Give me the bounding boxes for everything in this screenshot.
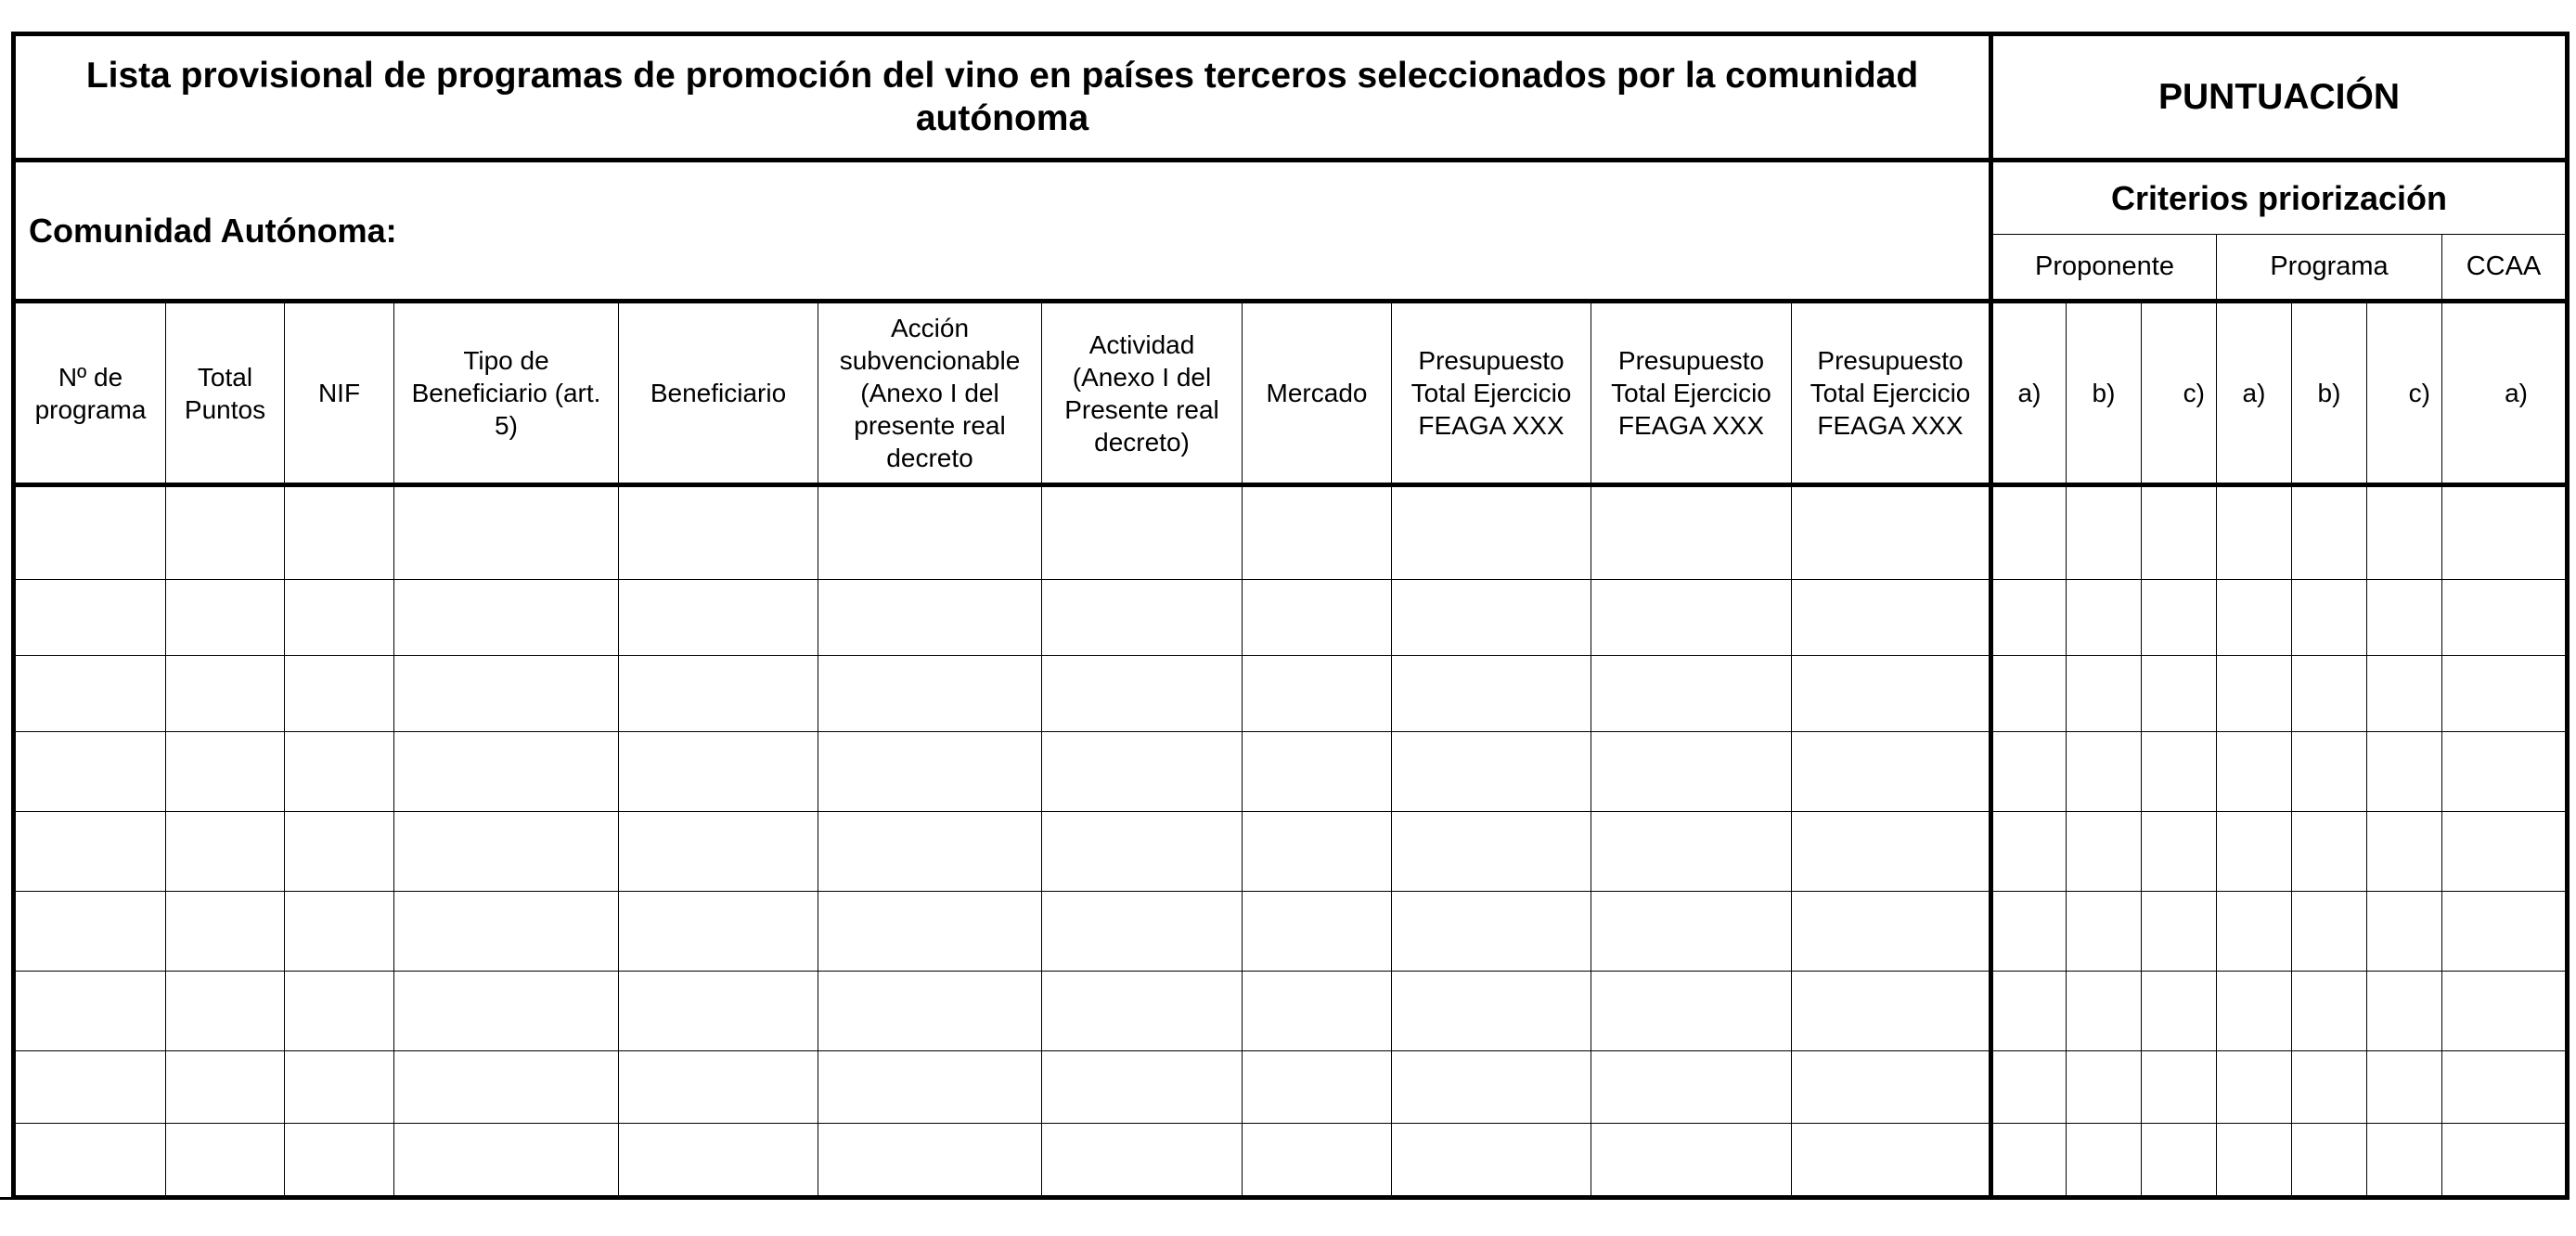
table-cell[interactable] (14, 972, 166, 1051)
table-cell[interactable] (2217, 892, 2292, 972)
table-cell[interactable] (14, 580, 166, 656)
table-cell[interactable] (2067, 732, 2142, 812)
table-cell[interactable] (1591, 485, 1792, 580)
criteria-header: Criterios priorización (1991, 161, 2568, 235)
table-cell[interactable] (166, 892, 285, 972)
score-header: PUNTUACIÓN (1991, 34, 2568, 161)
table-cell[interactable] (1792, 1124, 1991, 1198)
table-cell[interactable] (394, 812, 619, 892)
table-cell[interactable] (1243, 485, 1392, 580)
table-cell[interactable] (1042, 580, 1243, 656)
table-cell[interactable] (394, 1124, 619, 1198)
table-row (14, 812, 2568, 892)
col-header-market: Mercado (1243, 302, 1392, 485)
col-header-proponente-c: c) (2142, 302, 2217, 485)
criteria-group-programa: Programa (2217, 235, 2442, 302)
table-cell[interactable] (2292, 485, 2367, 580)
table-cell[interactable] (818, 1124, 1042, 1198)
table-cell[interactable] (2142, 812, 2217, 892)
col-header-proponente-b: b) (2067, 302, 2142, 485)
table-cell[interactable] (2142, 892, 2217, 972)
table-cell[interactable] (818, 812, 1042, 892)
table-cell[interactable] (2217, 972, 2292, 1051)
table-cell[interactable] (2442, 972, 2568, 1051)
table-cell[interactable] (2442, 812, 2568, 892)
table-cell[interactable] (1243, 972, 1392, 1051)
criteria-group-proponente: Proponente (1991, 235, 2217, 302)
table-cell[interactable] (2367, 732, 2442, 812)
table-cell[interactable] (166, 485, 285, 580)
table-cell[interactable] (1243, 732, 1392, 812)
table-cell[interactable] (1792, 892, 1991, 972)
table-cell[interactable] (619, 580, 818, 656)
table-row (14, 1051, 2568, 1124)
table-cell[interactable] (1991, 656, 2067, 732)
table-row (14, 732, 2568, 812)
table-cell[interactable] (14, 812, 166, 892)
table-cell[interactable] (2442, 656, 2568, 732)
autonomous-community-label: Comunidad Autónoma: (14, 161, 1991, 302)
table-cell[interactable] (2067, 485, 2142, 580)
table-cell[interactable] (1243, 1051, 1392, 1124)
table-cell[interactable] (1991, 972, 2067, 1051)
table-cell[interactable] (2142, 656, 2217, 732)
table-cell[interactable] (166, 1051, 285, 1124)
table-cell[interactable] (1392, 812, 1591, 892)
table-cell[interactable] (1792, 485, 1991, 580)
table-cell[interactable] (2442, 580, 2568, 656)
table-cell[interactable] (285, 656, 394, 732)
table-cell[interactable] (1042, 972, 1243, 1051)
table-cell[interactable] (394, 732, 619, 812)
table-cell[interactable] (2367, 972, 2442, 1051)
table-cell[interactable] (2367, 812, 2442, 892)
table-cell[interactable] (2292, 580, 2367, 656)
table-cell[interactable] (285, 485, 394, 580)
table-cell[interactable] (1991, 812, 2067, 892)
col-header-budget-2: Presupuesto Total Ejercicio FEAGA XXX (1591, 302, 1792, 485)
table-cell[interactable] (2442, 485, 2568, 580)
table-cell[interactable] (1792, 732, 1991, 812)
table-cell[interactable] (2217, 1051, 2292, 1124)
table-cell[interactable] (2292, 1124, 2367, 1198)
table-cell[interactable] (2217, 580, 2292, 656)
table-cell[interactable] (2367, 892, 2442, 972)
table-cell[interactable] (818, 892, 1042, 972)
table-cell[interactable] (166, 732, 285, 812)
table-cell[interactable] (1392, 1051, 1591, 1124)
table-cell[interactable] (14, 732, 166, 812)
table-cell[interactable] (1792, 580, 1991, 656)
table-cell[interactable] (2142, 485, 2217, 580)
table-cell[interactable] (166, 580, 285, 656)
table-cell[interactable] (1591, 1051, 1792, 1124)
table-cell[interactable] (1042, 1051, 1243, 1124)
table-cell[interactable] (2142, 1051, 2217, 1124)
table-cell[interactable] (2292, 1051, 2367, 1124)
table-cell[interactable] (1792, 972, 1991, 1051)
table-cell[interactable] (818, 656, 1042, 732)
table-cell[interactable] (2067, 1051, 2142, 1124)
table-cell[interactable] (1042, 892, 1243, 972)
table-cell[interactable] (2292, 732, 2367, 812)
table-cell[interactable] (14, 892, 166, 972)
table-cell[interactable] (285, 1124, 394, 1198)
table-cell[interactable] (818, 1051, 1042, 1124)
table-cell[interactable] (1991, 892, 2067, 972)
table-cell[interactable] (1392, 972, 1591, 1051)
table-cell[interactable] (1792, 1051, 1991, 1124)
table-cell[interactable] (2142, 1124, 2217, 1198)
table-cell[interactable] (394, 892, 619, 972)
table-cell[interactable] (2442, 1124, 2568, 1198)
table-cell[interactable] (1243, 812, 1392, 892)
table-cell[interactable] (1591, 972, 1792, 1051)
table-cell[interactable] (619, 972, 818, 1051)
table-cell[interactable] (2217, 485, 2292, 580)
table-cell[interactable] (2142, 732, 2217, 812)
table-cell[interactable] (1392, 656, 1591, 732)
table-cell[interactable] (619, 732, 818, 812)
col-header-program-number: Nº de programa (14, 302, 166, 485)
table-cell[interactable] (1392, 580, 1591, 656)
bottom-rule (0, 1197, 2381, 1200)
table-cell[interactable] (2292, 972, 2367, 1051)
table-row (14, 1124, 2568, 1198)
col-header-budget-3: Presupuesto Total Ejercicio FEAGA XXX (1792, 302, 1991, 485)
table-row (14, 580, 2568, 656)
table-cell[interactable] (619, 656, 818, 732)
table-cell[interactable] (619, 812, 818, 892)
table-cell[interactable] (394, 485, 619, 580)
col-header-nif: NIF (285, 302, 394, 485)
table-cell[interactable] (285, 972, 394, 1051)
table-cell[interactable] (2067, 812, 2142, 892)
table-cell[interactable] (818, 485, 1042, 580)
table-cell[interactable] (818, 732, 1042, 812)
table-cell[interactable] (394, 1051, 619, 1124)
table-cell[interactable] (394, 972, 619, 1051)
table-cell[interactable] (2292, 656, 2367, 732)
table-cell[interactable] (619, 892, 818, 972)
table-cell[interactable] (1392, 485, 1591, 580)
col-header-programa-a: a) (2217, 302, 2292, 485)
col-header-programa-b: b) (2292, 302, 2367, 485)
table-cell[interactable] (1591, 732, 1792, 812)
table-cell[interactable] (2217, 656, 2292, 732)
table-cell[interactable] (2067, 580, 2142, 656)
col-header-proponente-a: a) (1991, 302, 2067, 485)
table-cell[interactable] (394, 656, 619, 732)
table-cell[interactable] (14, 1051, 166, 1124)
table-row (14, 892, 2568, 972)
criteria-group-ccaa: CCAA (2442, 235, 2568, 302)
table-cell[interactable] (394, 580, 619, 656)
table-cell[interactable] (1042, 656, 1243, 732)
col-header-beneficiary: Beneficiario (619, 302, 818, 485)
table-cell[interactable] (166, 1124, 285, 1198)
table-cell[interactable] (2217, 732, 2292, 812)
table-cell[interactable] (2067, 892, 2142, 972)
table-cell[interactable] (1243, 656, 1392, 732)
table-cell[interactable] (1792, 656, 1991, 732)
table-cell[interactable] (2367, 1124, 2442, 1198)
table-cell[interactable] (2367, 1051, 2442, 1124)
table-row (14, 656, 2568, 732)
table-cell[interactable] (619, 485, 818, 580)
table-cell[interactable] (1991, 1124, 2067, 1198)
document-title: Lista provisional de programas de promoción del vino en países terceros seleccionados por la comunidad autónoma (14, 34, 1991, 161)
table-cell[interactable] (1243, 580, 1392, 656)
table-cell[interactable] (1042, 732, 1243, 812)
table-cell[interactable] (2442, 1051, 2568, 1124)
table-cell[interactable] (2367, 485, 2442, 580)
table-cell[interactable] (166, 812, 285, 892)
table-cell[interactable] (166, 972, 285, 1051)
col-header-activity: Actividad (Anexo I del Presente real decreto) (1042, 302, 1243, 485)
table-cell[interactable] (285, 892, 394, 972)
col-header-beneficiary-type: Tipo de Beneficiario (art. 5) (394, 302, 619, 485)
table-cell[interactable] (14, 1124, 166, 1198)
col-header-subsidizable-action: Acción subvencionable (Anexo I del presente real decreto (818, 302, 1042, 485)
table-cell[interactable] (1991, 732, 2067, 812)
table-cell[interactable] (1392, 1124, 1591, 1198)
table-cell[interactable] (1243, 892, 1392, 972)
table-cell[interactable] (1392, 892, 1591, 972)
table-cell[interactable] (818, 580, 1042, 656)
table-cell[interactable] (1991, 580, 2067, 656)
table-cell[interactable] (2142, 972, 2217, 1051)
table-row (14, 485, 2568, 580)
table-cell[interactable] (2367, 656, 2442, 732)
table-cell[interactable] (2067, 1124, 2142, 1198)
table-cell[interactable] (2067, 656, 2142, 732)
col-header-total-points: Total Puntos (166, 302, 285, 485)
table-cell[interactable] (285, 732, 394, 812)
col-header-programa-c: c) (2367, 302, 2442, 485)
table-cell[interactable] (2292, 892, 2367, 972)
table-cell[interactable] (2067, 972, 2142, 1051)
table-cell[interactable] (2292, 812, 2367, 892)
table-cell[interactable] (2442, 732, 2568, 812)
table-cell[interactable] (2367, 580, 2442, 656)
table-cell[interactable] (1243, 1124, 1392, 1198)
table-cell[interactable] (166, 656, 285, 732)
table-cell[interactable] (14, 656, 166, 732)
table-cell[interactable] (285, 580, 394, 656)
table-cell[interactable] (1991, 1051, 2067, 1124)
table-cell[interactable] (1591, 656, 1792, 732)
table-cell[interactable] (619, 1051, 818, 1124)
table-cell[interactable] (2217, 1124, 2292, 1198)
table-cell[interactable] (285, 812, 394, 892)
col-header-ccaa-a: a) (2442, 302, 2568, 485)
table-cell[interactable] (1042, 485, 1243, 580)
table-cell[interactable] (1591, 812, 1792, 892)
provisional-program-list-table (11, 32, 2570, 1200)
table-cell[interactable] (2442, 892, 2568, 972)
table-cell[interactable] (2142, 580, 2217, 656)
table-row (14, 972, 2568, 1051)
table-cell[interactable] (1991, 485, 2067, 580)
table-cell[interactable] (1392, 732, 1591, 812)
table-cell[interactable] (1042, 1124, 1243, 1198)
table-cell[interactable] (2217, 812, 2292, 892)
table-cell[interactable] (818, 972, 1042, 1051)
table-cell[interactable] (285, 1051, 394, 1124)
table-cell[interactable] (619, 1124, 818, 1198)
table-cell[interactable] (1591, 580, 1792, 656)
table-cell[interactable] (1591, 1124, 1792, 1198)
col-header-budget-1: Presupuesto Total Ejercicio FEAGA XXX (1392, 302, 1591, 485)
table-cell[interactable] (1042, 812, 1243, 892)
table-cell[interactable] (1591, 892, 1792, 972)
table-cell[interactable] (14, 485, 166, 580)
table-cell[interactable] (1792, 812, 1991, 892)
